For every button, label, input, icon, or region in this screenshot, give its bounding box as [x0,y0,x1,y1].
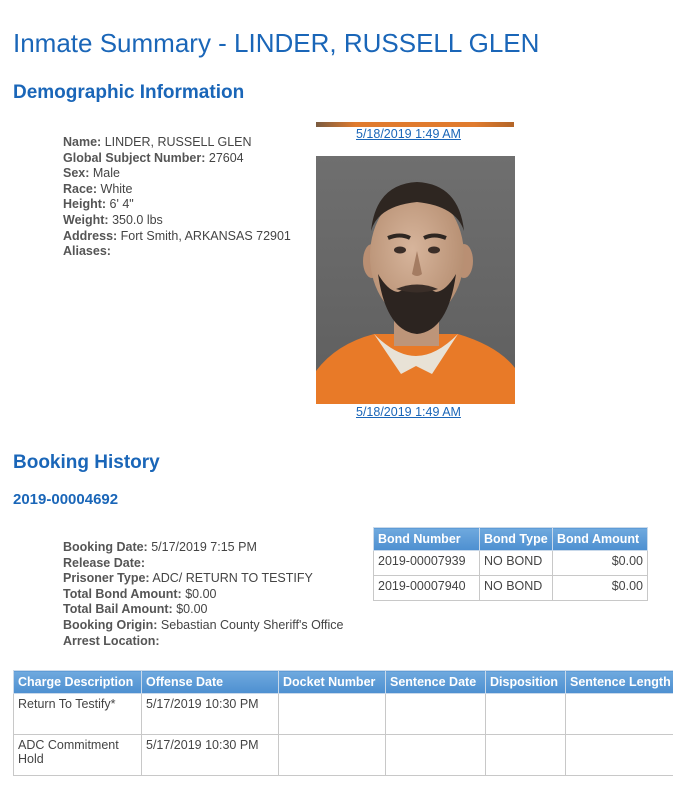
total-bond-row: Total Bond Amount: $0.00 [63,586,217,601]
inmate-photo [316,156,515,404]
height-value: 6' 4" [109,197,134,212]
booking-origin-value: Sebastian County Sheriff's Office [160,617,344,632]
race-value: White [100,181,133,196]
table-row [374,551,648,576]
disposition-cell [486,694,566,735]
bond-table-header [374,528,648,551]
height-row: Height: 6' 4" [63,197,134,212]
table-row [14,694,673,735]
release-date-row: Release Date: [63,555,145,570]
disposition-cell [486,735,566,776]
sentence-date-header[interactable]: Sentence Date [386,671,486,694]
page-title: Inmate Summary - LINDER, RUSSELL GLEN [13,28,540,58]
docket-number-header[interactable]: Docket Number [279,671,386,694]
table-row [14,735,673,776]
offense-date-cell: 5/17/2019 10:30 PM [142,735,279,776]
offense-date-cell: 5/17/2019 10:30 PM [142,694,279,735]
demographic-info [63,135,291,260]
booking-date-row: Booking Date: 5/17/2019 7:15 PM [63,540,257,554]
photo-date-link-top[interactable]: 5/18/2019 1:49 AM [356,127,461,141]
subject-number-value: 27604 [208,150,244,165]
offense-date-header[interactable]: Offense Date [142,671,279,694]
total-bail-row: Total Bail Amount: $0.00 [63,602,208,617]
charge-description-cell: ADC Commitment Hold [14,735,142,776]
docket-number-cell [279,735,386,776]
subject-number-row: Global Subject Number: 27604 [63,150,244,165]
weight-value: 350.0 lbs [112,212,163,227]
disposition-header[interactable]: Disposition [486,671,566,694]
bond-table [373,527,648,601]
booking-date-value: 5/17/2019 7:15 PM [151,540,257,554]
prisoner-type-value: ADC/ RETURN TO TESTIFY [152,571,313,586]
race-row: Race: White [63,181,133,196]
sentence-length-cell [566,694,673,735]
booking-number: 2019-00004692 [13,491,119,508]
demographic-heading: Demographic Information [13,82,245,103]
docket-number-cell [279,694,386,735]
sentence-length-header[interactable]: Sentence Length [566,671,673,694]
sex-value: Male [92,166,120,181]
charge-description-header[interactable]: Charge Description [14,671,142,694]
total-bond-value: $0.00 [185,586,217,601]
bond-type-cell: NO BOND [480,576,553,601]
bond-amount-header[interactable]: Bond Amount [553,528,648,551]
bond-amount-cell: $0.00 [553,576,648,601]
bond-amount-cell: $0.00 [553,551,648,576]
name-value: LINDER, RUSSELL GLEN [104,135,252,149]
booking-info [63,540,344,649]
charge-description-cell: Return To Testify* [14,694,142,735]
photo-date-link-bottom[interactable]: 5/18/2019 1:49 AM [356,405,461,419]
booking-history-heading: Booking History [13,452,160,473]
sentence-date-cell [386,694,486,735]
charges-table [13,670,673,776]
arrest-location-row: Arrest Location: [63,633,160,648]
sentence-date-cell [386,735,486,776]
sentence-length-cell [566,735,673,776]
bond-number-header[interactable]: Bond Number [374,528,480,551]
charges-table-header [14,671,673,694]
bond-type-header[interactable]: Bond Type [480,528,553,551]
sex-row: Sex: Male [63,166,120,181]
prisoner-type-row: Prisoner Type: ADC/ RETURN TO TESTIFY [63,571,313,586]
booking-origin-row: Booking Origin: Sebastian County Sheriff's Office [63,617,344,632]
weight-row: Weight: 350.0 lbs [63,212,163,227]
address-row: Address: Fort Smith, ARKANSAS 72901 [63,228,291,243]
table-row [374,576,648,601]
bond-type-cell: NO BOND [480,551,553,576]
name-row: Name: LINDER, RUSSELL GLEN [63,135,252,149]
bond-number-cell: 2019-00007940 [374,576,480,601]
bond-number-cell: 2019-00007939 [374,551,480,576]
address-value: Fort Smith, ARKANSAS 72901 [120,228,291,243]
total-bail-value: $0.00 [176,602,208,617]
aliases-row: Aliases: [63,244,111,259]
